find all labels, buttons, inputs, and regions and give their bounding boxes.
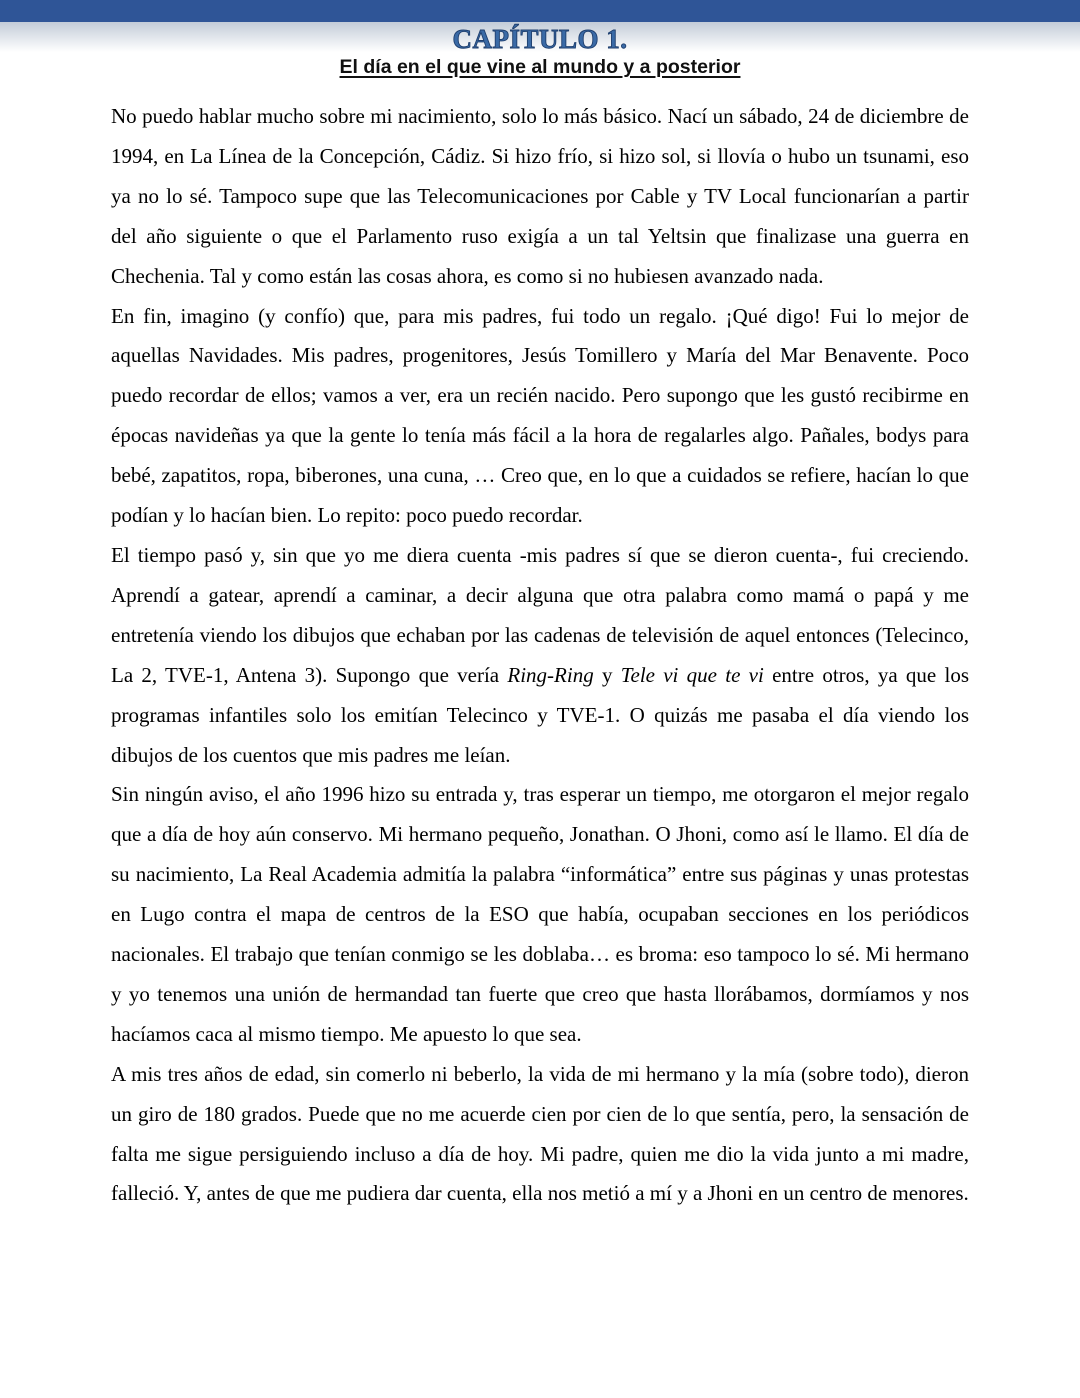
chapter-header <box>0 22 1080 81</box>
paragraph-2 <box>111 297 969 536</box>
text-segment: entre otros, ya que los programas infantiles solo los emitían Telecinco y TVE-1. O quizás me pasaba el día viendo los dibujos de los cuentos que mis padres me leían. <box>111 662 970 767</box>
italic-text-segment: Ring-Ring <box>507 662 594 687</box>
text-segment: No puedo hablar mucho sobre mi nacimiento, solo lo más básico. Nací un sábado, 24 de diciembre de 1994, en La Línea de la Concepción, Cádiz. Si hizo frío, si hizo sol, si llovía o hubo un tsunami, eso ya no lo sé. Tampoco supe que las Telecomunicaciones por Cable y TV Local funcionarían a partir del año siguiente o que el Parlamento ruso exigía a un tal Yeltsin que finalizase una guerra en Chechenia. Tal y como están las cosas ahora, es como si no hubiesen avanzado nada. <box>111 104 969 288</box>
italic-text-segment: Tele vi que te vi <box>620 662 764 687</box>
paragraph-1 <box>111 97 969 297</box>
text-segment: A mis tres años de edad, sin comerlo ni beberlo, la vida de mi hermano y la mía (sobre todo), dieron un giro de 180 grados. Puede que no me acuerde cien por cien de lo que sentía, pero, la sensación de falta me sigue persiguiendo incluso a día de hoy. Mi padre, quien me dio la vida junto a mi madre, falleció. Y, antes de que me pudiera dar cuenta, ella nos metió a mí y a Jhoni en un centro de menores. <box>111 1061 969 1206</box>
chapter-title: CAPÍTULO 1. <box>452 24 628 54</box>
text-segment: Sin ningún aviso, el año 1996 hizo su entrada y, tras esperar un tiempo, me otorgaron el mejor regalo que a día de hoy aún conservo. Mi hermano pequeño, Jonathan. O Jhoni, como así le llamo. El día de su nacimiento, La Real Academia admitía la palabra “informática” entre sus páginas y unas protestas en Lugo contra el mapa de centros de la ESO que había, ocupaban secciones en los periódicos nacionales. El trabajo que tenían conmigo se les doblaba… es broma: eso tampoco lo sé. Mi hermano y yo tenemos una unión de hermandad tan fuerte que creo que hasta llorábamos, dormíamos y nos hacíamos caca al mismo tiempo. Me apuesto lo que sea. <box>111 782 969 1046</box>
body-text <box>0 81 1080 1214</box>
paragraph-5 <box>111 1055 969 1215</box>
paragraph-4 <box>111 775 969 1054</box>
header-accent-bar <box>0 0 1080 22</box>
text-segment: En fin, imagino (y confío) que, para mis padres, fui todo un regalo. ¡Qué digo! Fui lo mejor de aquellas Navidades. Mis padres, progenitores, Jesús Tomillero y María del Mar Benavente. Poco puedo recordar de ellos; vamos a ver, era un recién nacido. Pero supongo que les gustó recibirme en épocas navideñas ya que la gente lo tenía más fácil a la hora de regalarles algo. Pañales, bodys para bebé, zapatitos, ropa, biberones, una cuna, … Creo que, en lo que a cuidados se refiere, hacían lo que podían y lo hacían bien. Lo repito: poco puedo recordar. <box>111 303 969 528</box>
text-segment: El tiempo pasó y, sin que yo me diera cuenta -mis padres sí que se dieron cuenta-, fui creciendo. Aprendí a gatear, aprendí a caminar, a decir alguna que otra palabra como mamá o papá y me entretenía viendo los dibujos que echaban por las cadenas de televisión de aquel entonces (Telecinco, La 2, TVE-1, Antena 3). Supongo que vería <box>111 542 969 687</box>
chapter-subtitle: El día en el que vine al mundo y a posterior <box>339 56 741 78</box>
text-segment: y <box>593 662 621 687</box>
paragraph-3 <box>111 536 969 775</box>
